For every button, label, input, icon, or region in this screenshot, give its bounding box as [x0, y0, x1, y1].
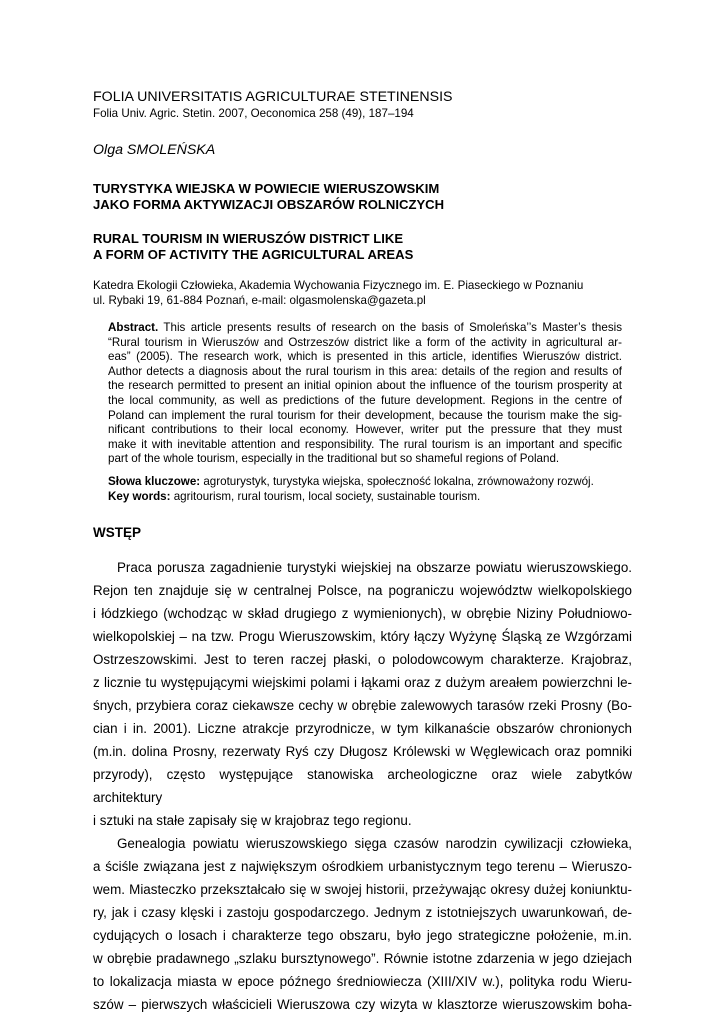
- body-line: (m.in. dolina Prosny, rezerwaty Ryś czy Długosz Królewski w Węglewicach oraz pomniki: [93, 744, 632, 759]
- affiliation-line: Katedra Ekologii Człowieka, Akademia Wychowania Fizycznego im. E. Piaseckiego w Poznaniu: [93, 279, 584, 292]
- abstract-line: nificant contributions to their local economy. However, writer put the pressure that they must: [108, 423, 622, 437]
- title-polish: [93, 181, 653, 213]
- journal-citation: Folia Univ. Agric. Stetin. 2007, Oeconomica 258 (49), 187–194: [93, 107, 414, 120]
- abstract-line: “Rural tourism in Wieruszów and Ostrzeszów district like a form of the activity in agricultural ar-: [108, 335, 622, 349]
- body-line: a ściśle związana jest z największym ośrodkiem urbanistycznym tego terenu – Wieruszo-: [93, 859, 632, 874]
- abstract-line: make it with inevitable attention and responsibility. The rural tourism is an important and specific: [108, 437, 622, 451]
- affiliation-line: ul. Rybaki 19, 61-884 Poznań, e-mail: olgasmolenska@gazeta.pl: [93, 293, 426, 307]
- abstract-label: Abstract.: [108, 321, 159, 334]
- author-name: Olga SMOLEŃSKA: [93, 142, 216, 158]
- body-line: w obrębie pradawnego „szlaku bursztynowego”. Równie istotne zdarzenia w jego dziejach: [93, 951, 632, 966]
- keywords-polish-text: agroturystyk, turystyka wiejska, społeczność lokalna, zrównoważony rozwój.: [200, 475, 594, 488]
- abstract-line: the research permitted to present an initial opinion about the influence of the tourism prosperity at: [108, 379, 622, 393]
- affiliation: [93, 279, 653, 308]
- body-line: i sztuki na stałe zapisały się w krajobraz tego regionu.: [93, 813, 412, 828]
- title-english-line: A FORM OF ACTIVITY THE AGRICULTURAL AREAS: [93, 247, 414, 262]
- body-line: z licznie tu występującymi wiejskimi polami i łąkami oraz z dużym areałem powierzchni le-: [93, 675, 632, 690]
- body-line: Genealogia powiatu wieruszowskiego sięga czasów narodzin cywilizacji człowieka,: [117, 836, 632, 851]
- abstract-line: the local community, as well as predictions of the future development. Regions in the centre of: [108, 393, 622, 407]
- keywords-polish: [108, 475, 628, 490]
- body-line: wielkopolskiej – na tzw. Progu Wieruszowskim, który łączy Wyżynę Śląską ze Wzgórzami: [93, 629, 632, 644]
- title-polish-line: TURYSTYKA WIEJSKA W POWIECIE WIERUSZOWSKIM: [93, 181, 440, 196]
- abstract-line: Poland can implement the rural tourism for their development, because the tourism make the sig-: [108, 408, 622, 422]
- title-english-line: RURAL TOURISM IN WIERUSZÓW DISTRICT LIKE: [93, 231, 404, 246]
- body-line: Praca porusza zagadnienie turystyki wiejskiej na obszarze powiatu wieruszowskiego.: [117, 560, 632, 575]
- body-line: Ostrzeszowskimi. Jest to teren raczej płaski, o polodowcowym charakterze. Krajobraz,: [93, 652, 632, 667]
- journal-name: FOLIA UNIVERSITATIS AGRICULTURAE STETINENSIS: [93, 89, 453, 105]
- keywords-polish-label: Słowa kluczowe:: [108, 475, 201, 488]
- title-english: [93, 231, 653, 263]
- keywords-english-label: Key words:: [108, 489, 171, 503]
- section-heading: WSTĘP: [93, 525, 142, 540]
- body-line: cydujących o losach i charakterze tego obszaru, było jego strategiczne położenie, m.in.: [93, 928, 632, 943]
- body-line: wem. Miasteczko przekształcało się w swojej historii, przeżywając okresy dużej koniunktu-: [93, 882, 632, 897]
- body-line: szów – pierwszych właścicieli Wieruszowa czy wizyta w klasztorze wieruszowskim boha-: [93, 997, 632, 1012]
- abstract-line: eas” (2005). The research work, which is presented in this article, identifies Wieruszów district.: [108, 350, 622, 364]
- body-line: cian i in. 2001). Liczne atrakcje przyrodnicze, w tym kilkanaście obszarów chronionych: [93, 721, 632, 736]
- body-line: przyrody), często występujące stanowiska archeologiczne oraz wiele zabytków architektury: [93, 767, 632, 805]
- body-line: i łódzkiego (wchodząc w skład drugiego z wymienionych), w obrębie Niziny Południowo-: [93, 606, 632, 621]
- body-paragraph: [93, 832, 632, 1016]
- body-line: śnych, przybiera coraz ciekawsze cechy w obrębie zalewowych tarasów rzeki Prosny (Bo-: [93, 698, 632, 713]
- body-text: [93, 556, 632, 1016]
- abstract: [108, 321, 622, 467]
- body-line: ry, jak i czasy klęski i zastoju gospodarczego. Jednym z istotniejszych uwarunkowań, de-: [93, 905, 632, 920]
- body-line: Rejon ten znajduje się w centralnej Polsce, na pograniczu województw wielkopolskiego: [93, 583, 632, 598]
- keywords: [108, 475, 628, 504]
- title-polish-line: JAKO FORMA AKTYWIZACJI OBSZARÓW ROLNICZYCH: [93, 197, 445, 212]
- keywords-english-text: agritourism, rural tourism, local society, sustainable tourism.: [170, 489, 481, 503]
- abstract-line: Author detects a diagnosis about the rural tourism in this area: details of the region and results of: [108, 364, 622, 378]
- body-paragraph: [93, 556, 632, 832]
- body-line: to lokalizacja miasta w epoce późnego średniowiecza (XIII/XIV w.), polityka rodu Wieru-: [93, 974, 632, 989]
- abstract-line: part of the whole tourism, especially in the traditional but so shameful regions of Poland.: [108, 452, 560, 466]
- keywords-english: [108, 490, 628, 505]
- abstract-line: This article presents results of research on the basis of Smoleńska’’s Master’s thesis: [158, 321, 622, 334]
